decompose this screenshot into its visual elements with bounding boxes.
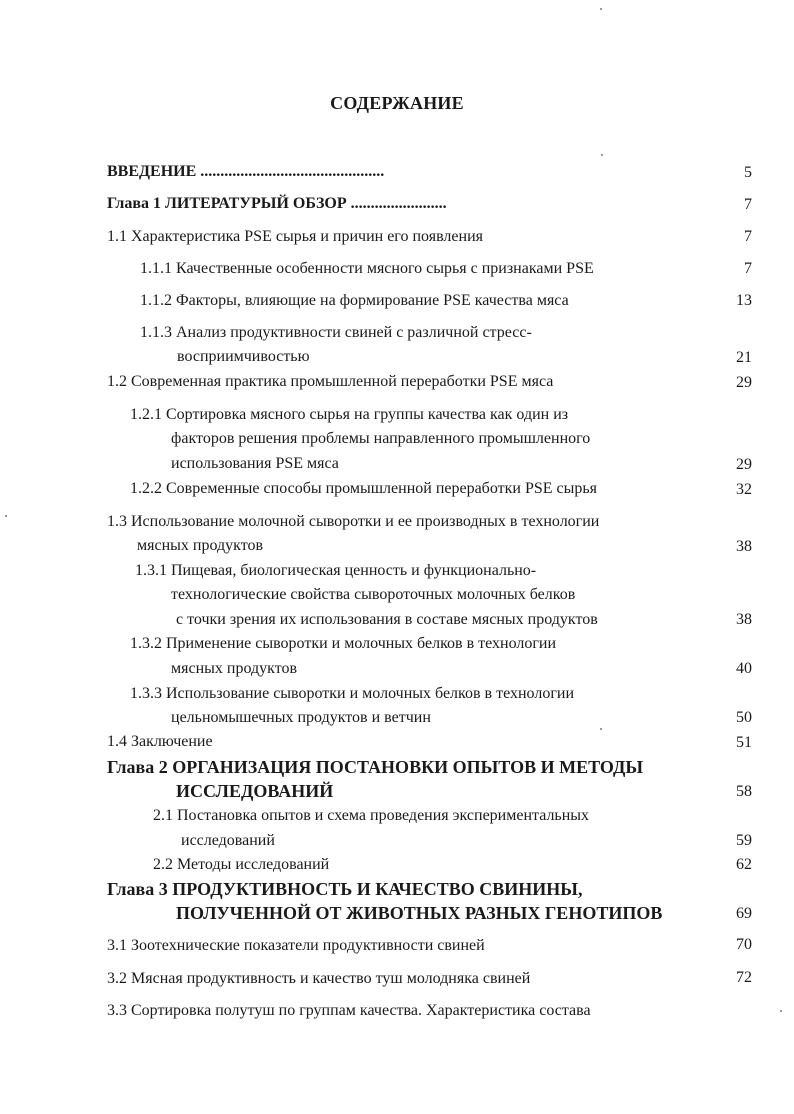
toc-page-number: 7 bbox=[744, 260, 752, 277]
toc-entry-3-3: 3.3 Сортировка полутуш по группам качества. Характеристика состава bbox=[107, 1002, 591, 1019]
scan-speck bbox=[600, 8, 602, 10]
toc-page-number: 72 bbox=[736, 969, 752, 986]
toc-entry-1-3: 1.3 Использование молочной сыворотки и ее производных в технологии bbox=[107, 513, 600, 530]
toc-entry-1-3-1-cont: технологические свойства сывороточных молочных белков bbox=[171, 586, 576, 603]
toc-entry-1-3-3-cont: цельномышечных продуктов и ветчин bbox=[171, 709, 431, 726]
toc-page-number: 29 bbox=[736, 374, 752, 391]
toc-page-number: 70 bbox=[736, 936, 752, 953]
toc-page-number: 40 bbox=[736, 660, 752, 677]
toc-entry-3-2: 3.2 Мясная продуктивность и качество туш молодняка свиней bbox=[107, 970, 531, 987]
toc-entry-1-1: 1.1 Характеристика PSE сырья и причин его появления bbox=[107, 228, 483, 245]
toc-entry-1-1-1: 1.1.1 Качественные особенности мясного сырья с признаками PSE bbox=[140, 260, 594, 277]
toc-page-number: 51 bbox=[736, 734, 752, 751]
scan-speck bbox=[600, 728, 602, 730]
toc-entry-1-2-2: 1.2.2 Современные способы промышленной переработки PSE сырья bbox=[130, 480, 598, 497]
toc-entry-2-2: 2.2 Методы исследований bbox=[153, 856, 330, 873]
toc-entry-chapter-3-cont: ПОЛУЧЕННОЙ ОТ ЖИВОТНЫХ РАЗНЫХ ГЕНОТИПОВ bbox=[176, 903, 663, 923]
toc-entry-chapter-3: Глава 3 ПРОДУКТИВНОСТЬ И КАЧЕСТВО СВИНИНЫ, bbox=[107, 879, 583, 899]
toc-page-number: 21 bbox=[736, 349, 752, 366]
toc-entry-1-3-2-cont: мясных продуктов bbox=[171, 660, 298, 677]
toc-page-number: 7 bbox=[744, 228, 752, 245]
toc-entry-1-1-2: 1.1.2 Факторы, влияющие на формирование PSE качества мяса bbox=[140, 292, 569, 309]
scan-speck bbox=[5, 515, 7, 517]
toc-entry-chapter-2: Глава 2 ОРГАНИЗАЦИЯ ПОСТАНОВКИ ОПЫТОВ И МЕТОДЫ bbox=[107, 757, 644, 777]
toc-entry-1-1-3: 1.1.3 Анализ продуктивности свиней с различной стресс- bbox=[140, 324, 532, 341]
toc-entry-2-1-cont: исследований bbox=[181, 832, 275, 849]
toc-page-number: 38 bbox=[736, 611, 752, 628]
toc-entry-1-2: 1.2 Современная практика промышленной переработки PSE мяса bbox=[107, 373, 554, 390]
toc-entry-1-3-1-cont: с точки зрения их использования в составе мясных продуктов bbox=[176, 611, 598, 628]
toc-entry-1-2-1: 1.2.1 Сортировка мясного сырья на группы качества как один из bbox=[130, 406, 569, 423]
scan-speck bbox=[780, 1010, 782, 1012]
toc-page-number: 5 bbox=[744, 164, 752, 181]
toc-entry-chapter-1: Глава 1 ЛИТЕРАТУРЫЙ ОБЗОР ........................ bbox=[107, 195, 447, 212]
toc-page-number: 29 bbox=[736, 456, 752, 473]
toc-page-number: 13 bbox=[736, 292, 752, 309]
scan-speck bbox=[601, 154, 603, 156]
toc-entry-1-3-1: 1.3.1 Пищевая, биологическая ценность и функционально- bbox=[135, 562, 537, 579]
toc-page-number: 62 bbox=[736, 856, 752, 873]
toc-page-number: 7 bbox=[744, 196, 752, 213]
toc-page-number: 58 bbox=[736, 783, 752, 800]
toc-page-number: 59 bbox=[736, 832, 752, 849]
toc-page-number: 50 bbox=[736, 709, 752, 726]
toc-entry-1-2-1-cont: использования PSE мяса bbox=[171, 455, 339, 472]
toc-entry-1-4: 1.4 Заключение bbox=[107, 733, 213, 750]
toc-entry-intro: ВВЕДЕНИЕ .............................................. bbox=[107, 163, 385, 180]
toc-entry-1-2-1-cont: факторов решения проблемы направленного промышленного bbox=[171, 430, 591, 447]
toc-entry-3-1: 3.1 Зоотехнические показатели продуктивности свиней bbox=[107, 937, 485, 954]
toc-entry-1-3-2: 1.3.2 Применение сыворотки и молочных белков в технологии bbox=[130, 635, 557, 652]
toc-page-number: 32 bbox=[736, 481, 752, 498]
toc-entry-1-3-3: 1.3.3 Использование сыворотки и молочных белков в технологии bbox=[130, 685, 574, 702]
toc-page-number: 69 bbox=[736, 905, 752, 922]
toc-entry-chapter-2-cont: ИССЛЕДОВАНИЙ bbox=[176, 781, 334, 801]
toc-entry-1-1-3-cont: восприимчивостью bbox=[177, 348, 310, 365]
page-title: СОДЕРЖАНИЕ bbox=[330, 93, 464, 113]
toc-entry-1-3-cont: мясных продуктов bbox=[137, 537, 264, 554]
toc-entry-2-1: 2.1 Постановка опытов и схема проведения экспериментальных bbox=[153, 807, 590, 824]
toc-page-number: 38 bbox=[736, 538, 752, 555]
